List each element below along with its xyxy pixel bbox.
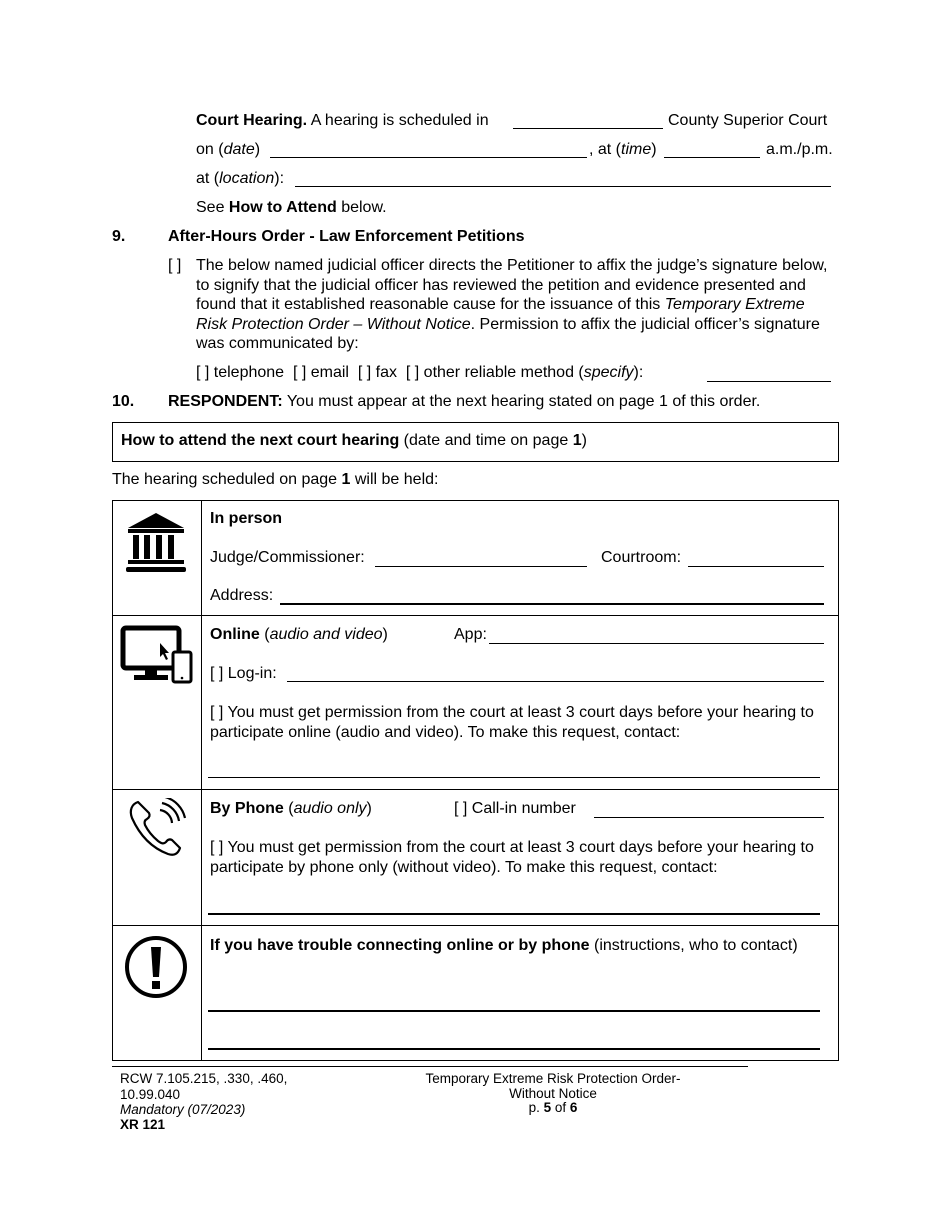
online-contact-blank[interactable] (208, 777, 820, 778)
t: 1 (572, 432, 582, 449)
t: See (196, 199, 229, 216)
column-divider (201, 500, 202, 1061)
online-permission-checkbox[interactable]: [ ] You must get permission from the court at least 3 court days before your hearing to participate online (audio and video). To make this request, contact: (210, 704, 814, 741)
courthouse-icon (124, 511, 188, 573)
location-blank[interactable] (295, 186, 831, 187)
t: How to Attend (228, 199, 337, 216)
hearing-intro (112, 471, 438, 489)
t: specify (583, 364, 634, 381)
courtroom-blank[interactable] (688, 566, 824, 567)
address-label: Address: (210, 587, 274, 604)
t: If you have trouble connecting online or by phone (210, 937, 590, 954)
court-hearing-line (196, 112, 489, 130)
t: Online (210, 626, 260, 643)
t: of (551, 1100, 570, 1115)
t: ) (581, 432, 587, 449)
t: p. (528, 1100, 544, 1115)
phone-title: By Phone (audio only) (210, 800, 372, 817)
t: Temporary Extreme Risk Protection Order – Without Notice (196, 296, 805, 333)
section-10-text (168, 393, 760, 411)
date-blank[interactable] (270, 157, 587, 158)
t: audio only (293, 800, 367, 817)
t: will be held: (350, 471, 439, 488)
t: ): (633, 364, 644, 381)
t: 5 (543, 1100, 552, 1115)
t: date (223, 141, 255, 158)
footer-title: Temporary Extreme Risk Protection Order- (425, 1071, 681, 1086)
t: By Phone (210, 800, 284, 817)
t: 1 (341, 471, 351, 488)
footer-mandatory: Mandatory (07/2023) (120, 1102, 246, 1117)
in-person-title: In person (210, 510, 283, 527)
t: [ ] telephone [ ] email [ ] fax [ ] other reliable method ( (196, 364, 584, 381)
trouble-heading (210, 936, 810, 956)
phone-icon (128, 798, 186, 858)
login-blank[interactable] (287, 681, 824, 682)
court-hearing-label: Court Hearing. (196, 112, 308, 129)
footer-page-number (403, 1100, 703, 1116)
t: ) (254, 141, 261, 158)
t: How to attend the next court hearing (121, 432, 400, 449)
t: RESPONDENT: (168, 393, 283, 410)
trouble-blank-2[interactable] (208, 1048, 820, 1050)
text: A hearing is scheduled in (307, 112, 489, 129)
after-hours-checkbox[interactable]: [ ] (168, 257, 182, 274)
phone-permission-checkbox[interactable]: [ ] You must get permission from the court at least 3 court days before your hearing to participate by phone only (without video). To make this request, contact: (210, 839, 814, 876)
time-label (589, 141, 657, 159)
t: The below named judicial officer directs the Petitioner to affix the judge’s signature below, to signify that the judicial officer has reviewed the petition and evidence presented and found that it established reasonable cause for the issuance of this (196, 257, 828, 313)
date-line (196, 141, 260, 159)
t: at ( (196, 170, 220, 187)
courtroom-label: Courtroom: (601, 549, 682, 566)
judge-label: Judge/Commissioner: (210, 549, 365, 566)
section-9-title: After-Hours Order - Law Enforcement Petitions (168, 228, 525, 245)
ampm-label: a.m./p.m. (766, 141, 833, 158)
callin-blank[interactable] (594, 817, 824, 818)
time-blank[interactable] (664, 157, 760, 158)
t: below. (336, 199, 387, 216)
county-label: County Superior Court (668, 112, 828, 129)
t: . Permission to affix the judicial officer’s signature was communicated by: (196, 315, 820, 352)
footer-title-2: Without Notice (509, 1086, 597, 1101)
t: (instructions, who to contact) (589, 937, 798, 954)
app-blank[interactable] (489, 643, 824, 644)
section-10-number: 10. (112, 393, 135, 410)
judge-blank[interactable] (375, 566, 587, 567)
t: You must appear at the next hearing stated on page 1 of this order. (282, 393, 761, 410)
warning-exclamation-icon (124, 935, 188, 999)
login-checkbox[interactable]: [ ] Log-in: (210, 665, 277, 682)
footer-rcw-2: 10.99.040 (120, 1087, 181, 1102)
callin-checkbox[interactable]: [ ] Call-in number (454, 800, 576, 817)
t: location (219, 170, 275, 187)
t: , at ( (589, 141, 622, 158)
other-method-blank[interactable] (707, 381, 831, 382)
trouble-blank-1[interactable] (208, 1010, 820, 1012)
how-to-attend-heading (121, 432, 587, 450)
t: on ( (196, 141, 224, 158)
t: ) (651, 141, 657, 158)
t: The hearing scheduled on page (112, 471, 342, 488)
footer-rcw: RCW 7.105.215, .330, .460, (120, 1071, 288, 1086)
footer-rule (112, 1066, 748, 1067)
t: audio and video (269, 626, 383, 643)
address-blank[interactable] (280, 603, 824, 605)
computer-tablet-icon (120, 625, 194, 685)
section-9-number: 9. (112, 228, 126, 245)
footer-form-number: XR 121 (120, 1117, 166, 1132)
t: ): (274, 170, 285, 187)
app-label: App: (454, 626, 487, 643)
location-label (196, 170, 284, 188)
communication-methods[interactable] (196, 364, 643, 382)
phone-contact-blank[interactable] (208, 913, 820, 915)
see-how-to-attend (196, 199, 387, 217)
t: (date and time on page (399, 432, 573, 449)
county-blank[interactable] (513, 128, 663, 129)
t: time (621, 141, 652, 158)
online-title: Online (audio and video) (210, 626, 388, 643)
t: 6 (569, 1100, 578, 1115)
after-hours-paragraph (196, 256, 836, 354)
